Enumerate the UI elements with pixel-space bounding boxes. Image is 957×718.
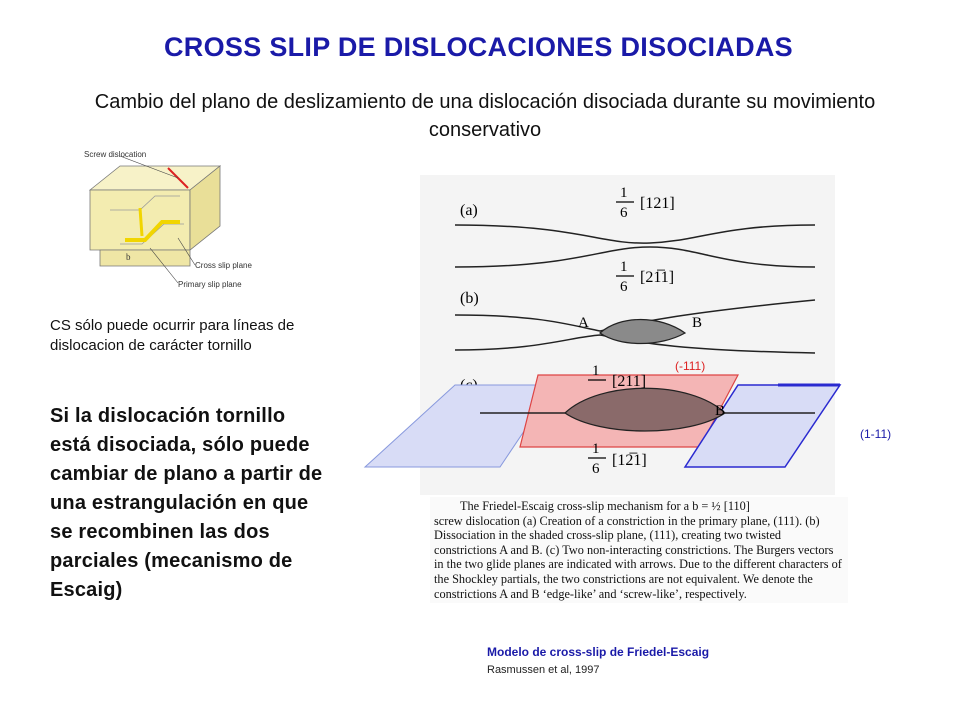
svg-text:6: 6 (620, 279, 628, 295)
svg-text:1: 1 (620, 259, 628, 275)
label-primary-slip-plane: Primary slip plane (178, 280, 242, 289)
paper-figure-caption (430, 497, 848, 603)
point-b-c: B (715, 403, 726, 419)
cs-note: CS sólo puede ocurrir para líneas de dislocacion de carácter tornillo (50, 317, 295, 354)
vector-12-1: [12̅1] (612, 452, 647, 469)
panel-a-label: (a) (460, 202, 478, 219)
label-cross-slip-plane: Cross slip plane (195, 261, 252, 270)
friedel-escaig-diagram (360, 175, 930, 495)
page-subtitle: Cambio del plano de deslizamiento de una dislocación disociada durante su movimiento conservativo (94, 91, 876, 141)
block-lower-step (100, 250, 190, 266)
label-burgers-b: b (126, 252, 131, 262)
svg-text:1: 1 (620, 185, 628, 201)
vector-21-1: [21̅1] (640, 269, 675, 286)
escaig-explanation: Si la dislocación tornillo está disociada, sólo puede cambiar de plano a partir de una estrangulación en que se recombinen las dos parciales (mecanismo de Escaig) (50, 405, 323, 601)
svg-text:6: 6 (592, 461, 600, 477)
vector-211: [211] (612, 373, 647, 390)
point-a: A (578, 315, 589, 331)
svg-text:1: 1 (592, 363, 600, 379)
svg-text:6: 6 (620, 205, 628, 221)
cross-slip-block-figure (80, 148, 290, 293)
plane-label-red: (-111) (675, 359, 706, 373)
plane-label-blue: (1-11) (860, 427, 892, 441)
page-title: CROSS SLIP DE DISLOCACIONES DISOCIADAS (164, 32, 793, 62)
caption-first-line: The Friedel-Escaig cross-slip mechanism for a b = ½ [110] (460, 499, 750, 513)
caption-body: screw dislocation (a) Creation of a constriction in the primary plane, (111). (b) Dissociation in the shaded cross-slip plane, (111), creating two twisted constrictions A and B. (c) Two non-interacting constrictions. The Burgers vectors in the two glide planes are indicated with arrows. Due to the different characters of the Shockley partials, the two constrictions are not equivalent. We denote the constrictions A and B ‘edge-like’ and ‘screw-like’, respectively. (434, 513, 842, 601)
vector-121: [121] (640, 195, 675, 212)
label-screw-dislocation: Screw dislocation (84, 150, 147, 159)
panel-b-label: (b) (460, 290, 479, 307)
figure-reference: Rasmussen et al, 1997 (487, 664, 600, 676)
point-b: B (692, 315, 703, 331)
svg-text:1: 1 (592, 441, 600, 457)
figure-caption-title: Modelo de cross-slip de Friedel-Escaig (487, 645, 710, 659)
